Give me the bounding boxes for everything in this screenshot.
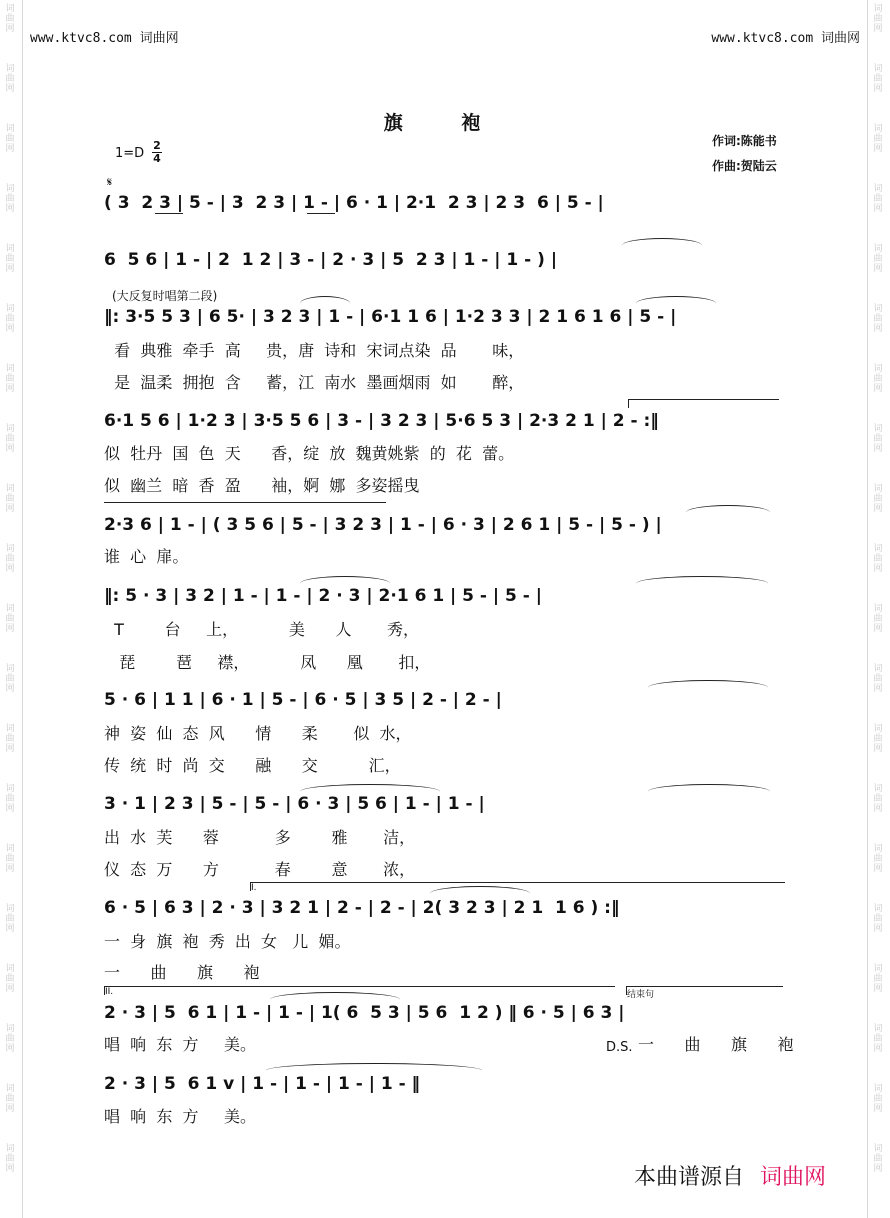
watermark-text: 词 曲 网 [5,964,15,994]
score-line-10: 2 · 3 | 5 6 1 | 1 - | 1 - | 1( 6 5 3 | 5 6 1 2 ) ‖ 6 · 5 | 6 3 | [104,1003,625,1023]
underline [307,213,335,214]
source-footer [634,1160,826,1191]
watermark-text: 词 曲 网 [873,1144,883,1174]
watermark-text: 词 曲 网 [873,904,883,934]
watermark-text: 词 曲 网 [873,184,883,214]
lyrics-3-verse-2: 是 温柔 拥抱 含 蓄，江 南水 墨画烟雨 如 醉， [104,373,525,392]
lyrics-5: 谁 心 扉。 [104,547,189,566]
tie-arc [686,505,770,520]
lyrics-6-verse-1: T 台 上， 美 人 秀， [104,620,420,639]
score-line-7: 5 · 6 | 1 1 | 6 · 1 | 5 - | 6 · 5 | 3 5 | 2 - | 2 - | [104,690,502,710]
watermark-text: 词 曲 网 [5,1084,15,1114]
lyrics-10: 唱 响 东 方 美。 [104,1035,256,1054]
lyrics-4-verse-1: 似 牡丹 国 色 天 香，绽 放 魏黄姚紫 的 花 蕾。 [104,444,515,463]
lyrics-9-verse-2: 一 曲 旗 袍 [104,963,260,982]
tie-arc [636,576,768,591]
tie-arc [270,992,400,1007]
lyrics-3-verse-1: 看 典雅 牵手 高 贵，唐 诗和 宋词点染 品 味， [104,341,525,360]
meter-top: 2 [153,139,161,152]
key-signature: 1=D [115,146,145,161]
watermark-text: 词 曲 网 [873,784,883,814]
score-line-9: 6 · 5 | 6 3 | 2 · 3 | 3 2 1 | 2 - | 2 - | 2( 3 2 3 | 2 1 1 6 ) :‖ [104,898,620,918]
watermark-column-left [0,0,23,1218]
site-url-right[interactable] [711,27,860,46]
volta-bracket [628,399,779,408]
segno-sign: 𝄋 [107,175,113,189]
watermark-text: 词 曲 网 [5,424,15,454]
slur-arc [300,296,350,311]
tie-arc [430,886,530,901]
watermark-text: 词 曲 网 [873,964,883,994]
watermark-text: 词 曲 网 [5,904,15,934]
underline [155,213,183,214]
watermark-text: 词 曲 网 [5,244,15,274]
watermark-text: 词 曲 网 [873,484,883,514]
watermark-text: 词 曲 网 [5,304,15,334]
tie-arc [300,576,390,591]
watermark-text: 词 曲 网 [5,604,15,634]
site-url-left[interactable] [30,27,179,46]
watermark-text: 词 曲 网 [873,424,883,454]
watermark-text: 词 曲 网 [5,64,15,94]
watermark-text: 词 曲 网 [873,1084,883,1114]
time-signature [152,140,162,165]
lyrics-6-verse-2: 琵 琶 襟， 凤 凰 扣， [104,653,431,672]
site-url-right-text[interactable]: www.ktvc8.com [711,31,814,46]
watermark-text: 词 曲 网 [873,604,883,634]
tie-arc [300,784,440,799]
composer-credit: 作曲:贺陆云 [712,159,777,173]
watermark-text: 词 曲 网 [5,484,15,514]
watermark-text: 词 曲 网 [5,4,15,34]
ds-marking: D.S. [606,1040,633,1055]
lyrics-7-verse-2: 传 统 时 尚 交 融 交 汇， [104,756,401,775]
tie-arc [266,1063,482,1078]
score-line-11: 2 · 3 | 5 6 1 v | 1 - | 1 - | 1 - | 1 - ‖ [104,1074,421,1094]
slur-arc [636,296,716,311]
score-line-2: 6 5 6 | 1 - | 2 1 2 | 3 - | 2 · 3 | 5 2 3 | 1 - | 1 - ) | [104,250,558,270]
watermark-text: 词 曲 网 [5,724,15,754]
score-line-1: ( 3 2 3 | 5 - | 3 2 3 | 1 - | 6 · 1 | 2·1 2 3 | 2 3 6 | 5 - | [104,193,604,213]
coda-label: 结束句 [627,990,655,1000]
lyrics-4-verse-2: 似 幽兰 暗 香 盈 袖，婀 娜 多姿摇曳 [104,476,420,495]
watermark-text: 词 曲 网 [5,124,15,154]
brand-link[interactable]: 词曲网 [760,1165,827,1190]
watermark-text: 词 曲 网 [873,664,883,694]
watermark-text: 词 曲 网 [873,364,883,394]
lyrics-9-verse-1: 一 身 旗 袍 秀 出 女 儿 媚。 [104,932,351,951]
watermark-text: 词 曲 网 [873,64,883,94]
watermark-text: 词 曲 网 [5,544,15,574]
watermark-text: 词 曲 网 [5,784,15,814]
lyrics-8-verse-2: 仪 态 万 方 春 意 浓， [104,860,416,879]
lyrics-7-verse-1: 神 姿 仙 态 风 情 柔 似 水， [104,724,412,743]
watermark-text: 词 曲 网 [5,364,15,394]
score-line-8: 3 · 1 | 2 3 | 5 - | 5 - | 6 · 3 | 5 6 | 1 - | 1 - | [104,794,485,814]
watermark-text: 词 曲 网 [873,544,883,574]
site-name-right: 词曲网 [820,31,860,46]
score-line-4: 6·1 5 6 | 1·2 3 | 3·5 5 6 | 3 - | 3 2 3 | 5·6 5 3 | 2·3 2 1 | 2 - :‖ [104,411,659,431]
site-name-left: 词曲网 [139,31,179,46]
watermark-text: 词 曲 网 [873,1024,883,1054]
watermark-text: 词 曲 网 [873,4,883,34]
ending-2-label: II. [105,987,114,997]
watermark-text: 词 曲 网 [873,724,883,754]
watermark-text: 词 曲 网 [873,304,883,334]
watermark-text: 词 曲 网 [873,244,883,274]
tie-arc [648,784,770,799]
watermark-text: 词 曲 网 [5,664,15,694]
watermark-text: 词 曲 网 [5,1024,15,1054]
lyrics-10-coda: 一 曲 旗 袍 [638,1035,794,1054]
site-url-left-text[interactable]: www.ktvc8.com [30,31,132,46]
watermark-column-right [867,0,890,1218]
song-title: 旗 袍 [383,112,507,134]
watermark-text: 词 曲 网 [5,844,15,874]
watermark-text: 词 曲 网 [873,844,883,874]
volta-line [104,502,386,503]
tie-arc [648,680,768,695]
lyrics-8-verse-1: 出 水 芙 蓉 多 雅 洁， [104,828,416,847]
lyrics-11: 唱 响 东 方 美。 [104,1107,256,1126]
tie-arc [622,238,702,253]
lyricist-credit: 作词:陈能书 [712,134,777,148]
ending-1-label: I. [251,883,257,893]
score-line-3: ‖: 3·5 5 3 | 6 5· | 3 2 3 | 1 - | 6·1 1 6 | 1·2 3 3 | 2 1 6 1 6 | 5 - | [104,307,677,327]
source-text: 本曲谱源自 [634,1165,745,1190]
repeat-note: (大反复时唱第二段) [112,289,218,303]
watermark-text: 词 曲 网 [5,184,15,214]
meter-bottom: 4 [153,152,161,165]
watermark-text: 词 曲 网 [5,1144,15,1174]
watermark-text: 词 曲 网 [873,124,883,154]
coda-bracket [626,986,783,1000]
score-line-6: ‖: 5 · 3 | 3 2 | 1 - | 1 - | 2 · 3 | 2·1 6 1 | 5 - | 5 - | [104,586,542,606]
score-line-5: 2·3 6 | 1 - | ( 3 5 6 | 5 - | 3 2 3 | 1 - | 6 · 3 | 2 6 1 | 5 - | 5 - ) | [104,515,662,535]
